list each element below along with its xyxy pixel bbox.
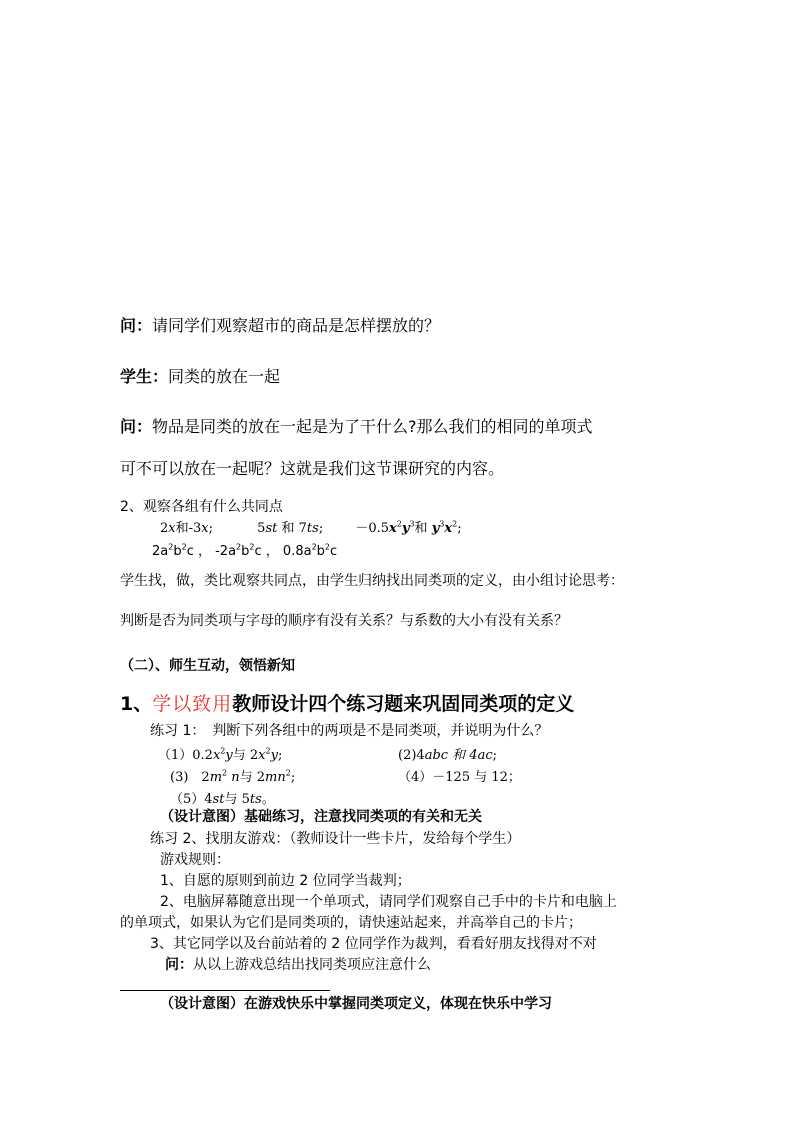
question-label: 问：: [120, 417, 153, 436]
question-label: 问：: [165, 957, 193, 973]
exercise-1-item-2: (2)4abc 和 4ac;: [398, 748, 497, 763]
question-text: 请同学们观察超市的商品是怎样摆放的？: [152, 316, 441, 335]
exercise-1-item-3: (3) $2m^2$ n与 $2mn^2$;: [170, 768, 296, 785]
heading-practice: 1、学以致用教师设计四个练习题来巩固同类项的定义: [120, 693, 575, 715]
game-rules-label: 游戏规则：: [160, 852, 230, 868]
design-intent-2: （设计意图）在游戏快乐中掌握同类项定义，体现在快乐中学习: [160, 996, 552, 1012]
student-text: 同类的放在一起: [168, 367, 281, 386]
game-rule-1: 1、自愿的原则到前边 2 位同学当裁判；: [160, 873, 411, 889]
game-question: [165, 954, 431, 974]
paragraph-1: 学生找，做，类比观察共同点，由学生归纳找出同类项的定义，由小组讨论思考：: [120, 573, 624, 589]
game-rule-3: 3、其它同学以及台前站着的 2 位同学作为裁判，看看好朋友找得对不对: [150, 936, 597, 952]
question-text: 从以上游戏总结出找同类项应注意什么: [193, 957, 431, 973]
question-2-line1: [120, 414, 593, 437]
question-label: 问：: [120, 316, 153, 335]
exercise-1-item-4: （4）－125 与 12；: [398, 770, 521, 785]
monomial-groups-row-1: 2x和-3x; 5st 和 7ts; $-0.5x^2y^3$和 $y^3x^2$;: [160, 519, 462, 536]
section-2-heading: 2、观察各组有什么共同点: [120, 499, 283, 515]
student-answer: [120, 364, 280, 387]
monomial-groups-row-2: $2a^2b^2c$ ， $-2a^2b^2c$ ， $0.8a^2b^2c$: [152, 542, 338, 559]
heading-part-2: （二）、师生互动，领悟新知: [120, 658, 295, 674]
question-text: 物品是同类的放在一起是为了干什么?那么我们的相同的单项式: [152, 417, 593, 436]
divider: [120, 990, 330, 991]
student-label: 学生：: [120, 367, 169, 386]
design-intent-1: （设计意图）基础练习，注意找同类项的有关和无关: [160, 809, 482, 825]
practice-highlight: 学以致用: [152, 693, 233, 715]
game-rule-2-line2: 的单项式，如果认为它们是同类项的，请快速站起来，并高举自己的卡片；: [120, 915, 582, 931]
question-2-line2: 可不可以放在一起呢？这就是我们这节课研究的内容。: [120, 459, 505, 478]
exercise-1-title: 练习 1： 判断下列各组中的两项是不是同类项，并说明为什么？: [150, 723, 549, 739]
paragraph-2: 判断是否为同类项与字母的顺序有没有关系？与系数的大小有没有关系？: [120, 613, 568, 629]
game-rule-2-line1: 2、电脑屏幕随意出现一个单项式，请同学们观察自己手中的卡片和电脑上: [160, 894, 617, 910]
exercise-1-item-5: （5）4st与 5ts。: [170, 792, 275, 807]
exercise-1-item-1: $(1)0.2x^2y$与 $2x^2y$;: [158, 746, 283, 763]
question-1: [120, 313, 440, 336]
exercise-2-title: 练习 2、找朋友游戏：（教师设计一些卡片，发给每个学生）: [150, 831, 521, 847]
